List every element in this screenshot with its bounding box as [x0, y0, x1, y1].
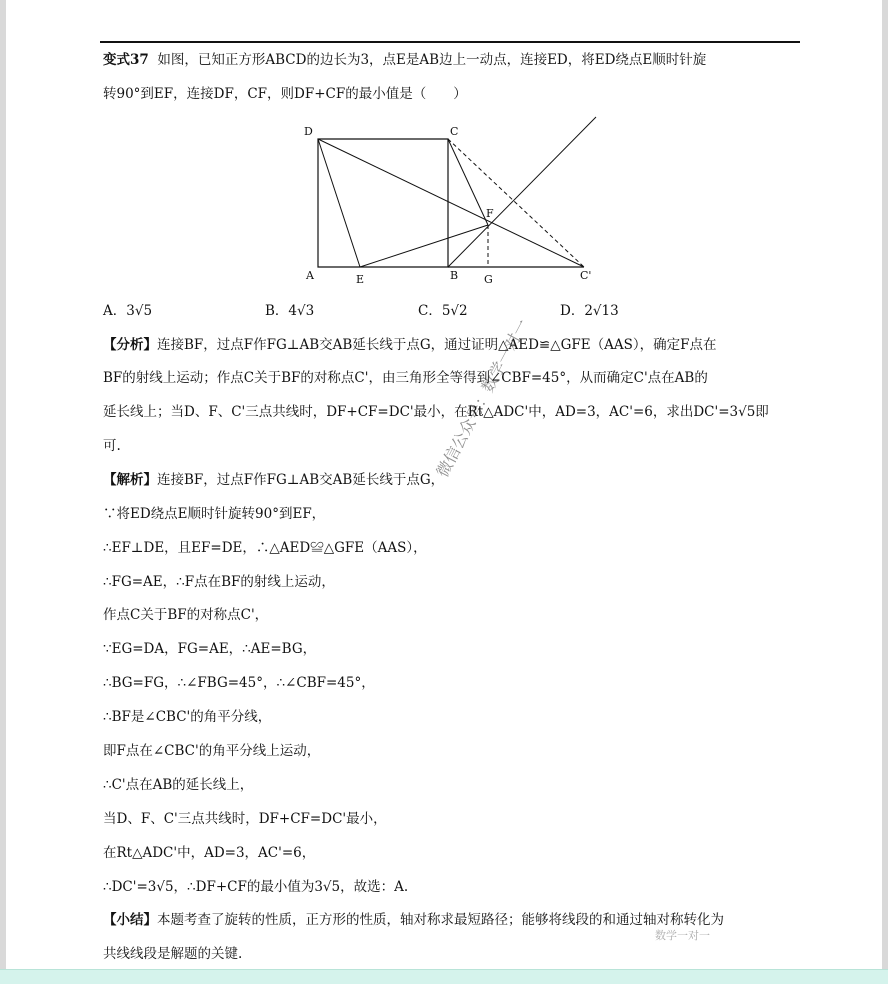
option-a: A．3√5: [103, 303, 153, 319]
page-edge-left: [0, 0, 6, 984]
segment-de: [318, 139, 360, 267]
bottom-band: [0, 969, 888, 984]
solution-line-7: ∴BG=FG，∴∠FBG=45°，∴∠CBF=45°，: [103, 675, 375, 691]
analysis-line-1: [103, 335, 717, 355]
solution-line-2: ∵将ED绕点E顺时针旋转90°到EF，: [103, 506, 326, 522]
analysis-line-4: 可.: [103, 438, 121, 454]
label-a: A: [306, 269, 314, 282]
solution-line-11: 当D、F、C'三点共线时，DF+CF=DC'最小，: [103, 811, 387, 827]
summary-line-1: [103, 910, 724, 930]
label-g: G: [484, 273, 493, 286]
label-d: D: [304, 125, 313, 138]
option-d: D．2√13: [560, 303, 619, 319]
label-cprime: C': [580, 269, 592, 282]
question-line-1: [103, 50, 706, 70]
question-tag: 变式37: [103, 52, 149, 68]
logo: 数学一对一: [655, 929, 710, 942]
solution-line-3: ∴EF⊥DE，且EF=DE，∴△AED≌△GFE（AAS），: [103, 540, 427, 556]
solution-line-1: [103, 470, 444, 490]
solution-line-13: ∴DC'=3√5，∴DF+CF的最小值为3√5，故选：A.: [103, 879, 409, 895]
analysis-text-1: 连接BF，过点F作FG⊥AB交AB延长线于点G，通过证明△AED≌△GFE（AAS），确定F点在: [157, 337, 717, 353]
summary-label: 【小结】: [103, 912, 157, 928]
solution-line-8: ∴BF是∠CBC'的角平分线，: [103, 709, 272, 725]
top-rule: [100, 41, 800, 43]
summary-line-2: 共线线段是解题的关键.: [103, 946, 243, 962]
label-b: B: [450, 269, 459, 282]
solution-line-4: ∴FG=AE，∴F点在BF的射线上运动，: [103, 574, 335, 590]
page-edge-right: [882, 0, 888, 984]
option-c: C．5√2: [418, 303, 468, 319]
solution-line-6: ∵EG=DA，FG=AE，∴AE=BG，: [103, 641, 317, 657]
solution-text-0: 连接BF，过点F作FG⊥AB交AB延长线于点G，: [157, 472, 445, 488]
solution-line-12: 在Rt△ADC'中，AD=3，AC'=6，: [103, 845, 316, 861]
solution-line-9: 即F点在∠CBC'的角平分线上运动，: [103, 743, 321, 759]
segment-cf: [448, 139, 488, 225]
solution-label: 【解析】: [103, 472, 157, 488]
question-text-1: 如图，已知正方形ABCD的边长为3，点E是AB边上一动点，连接ED，将ED绕点E顺时针旋: [157, 52, 707, 68]
analysis-label: 【分析】: [103, 337, 157, 353]
watermark: 微信公众号：数学一对一: [432, 315, 533, 481]
geometry-figure: [296, 113, 616, 289]
analysis-line-2: BF的射线上运动；作点C关于BF的对称点C'，由三角形全等得到∠CBF=45°，从而确定C'点在AB的: [103, 370, 708, 386]
summary-text-1: 本题考查了旋转的性质，正方形的性质，轴对称求最短路径；能够将线段的和通过轴对称转化为: [157, 912, 724, 928]
option-b: B．4√3: [265, 303, 315, 319]
solution-line-5: 作点C关于BF的对称点C'，: [103, 607, 269, 623]
label-f: F: [486, 207, 494, 220]
label-e: E: [356, 273, 365, 286]
ray-bf: [448, 117, 596, 267]
analysis-line-3: 延长线上；当D、F、C'三点共线时，DF+CF=DC'最小，在Rt△ADC'中，AD=3，AC'=6，求出DC'=3√5即: [103, 404, 769, 420]
label-c: C: [450, 125, 459, 138]
question-line-2: 转90°到EF，连接DF，CF，则DF+CF的最小值是（ ）: [103, 86, 467, 102]
solution-line-10: ∴C'点在AB的延长线上，: [103, 777, 254, 793]
square-abcd: [318, 139, 448, 267]
segment-dcprime: [318, 139, 584, 267]
segment-ccprime: [448, 139, 584, 267]
